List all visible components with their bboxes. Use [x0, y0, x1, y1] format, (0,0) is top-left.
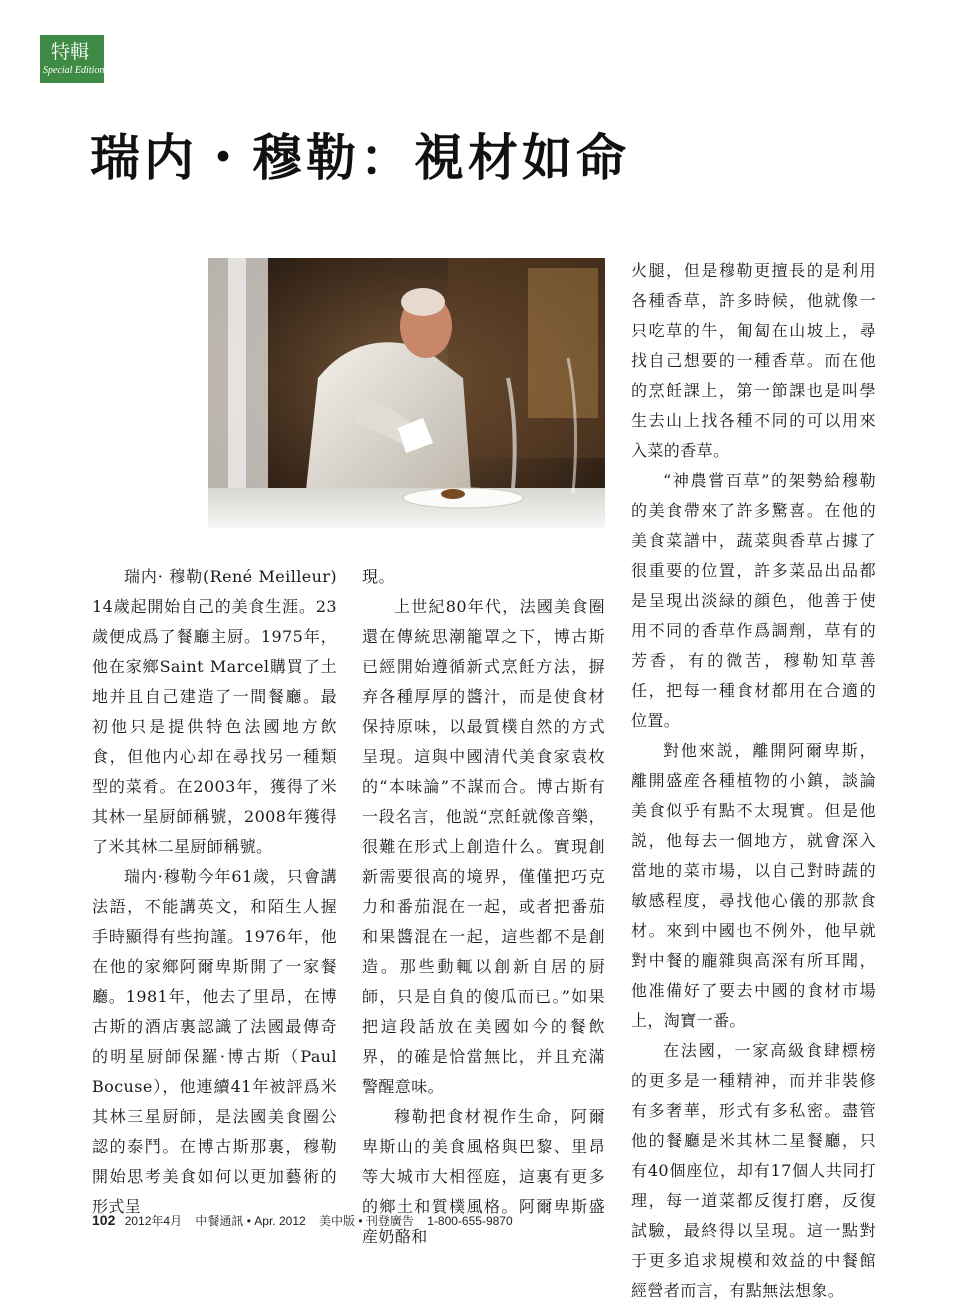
paragraph: “神農嘗百草”的架勢給穆勒的美食帶來了許多驚喜。在他的美食菜譜中，蔬菜與香草占據了很重要的位置，許多菜品出品都是呈現出淡緑的顔色，他善于使用不同的香草作爲調劑，草有的芳香，有的微苦，穆勒知草善任，把每一種食材都用在合適的位置。 [631, 471, 876, 730]
paragraph: 在法國，一家高級食肆標榜的更多是一種精神，而并非裝修有多奢華，形式有多私密。盡管他的餐廳是米其林二星餐廳，只有40個座位，却有17個人共同打理，每一道菜都反復打磨，反復試驗，最終得以呈現。這一點對于更多追求規模和效益的中餐館經營者而言，有點無法想象。 [631, 1041, 876, 1300]
paragraph: 對他來説，離開阿爾卑斯，離開盛産各種植物的小鎮，談論美食似乎有點不太現實。但是他説，他每去一個地方，就會深入當地的菜市場，以自己對時蔬的敏感程度，尋找他心儀的那款食材。來到中國也不例外，他早就對中餐的龐雜與高深有所耳聞，他准備好了要去中國的食材市場上，淘寶一番。 [631, 741, 876, 1030]
paragraph: 瑞内·穆勒今年61歲，只會講法語，不能講英文，和陌生人握手時顯得有些拘謹。1976年，他在他的家鄉阿爾卑斯開了一家餐廳。1981年，他去了里昂，在博古斯的酒店裏認識了法國最傳奇的明星厨師保羅·博古斯（Paul Bocuse），他連續41年被評爲米其林三星厨師，是法國美食圈公認的泰鬥。在博古斯那裏，穆勒開始思考美食如何以更加藝術的形式呈 [92, 867, 337, 1216]
paragraph: 穆勒把食材視作生命，阿爾卑斯山的美食風格與巴黎、里昂等大城市大相徑庭，這裏有更多的鄉土和質樸風格。阿爾卑斯盛産奶酪和 [362, 1107, 605, 1246]
paragraph-continued: 現。 [362, 567, 395, 586]
chef-photo [208, 258, 605, 528]
text-column-1 [92, 562, 337, 1222]
page-number: 102 [92, 1212, 116, 1228]
issue-date: 2012年4月 [124, 1214, 183, 1228]
badge-chinese-label: 特輯 [51, 41, 90, 63]
paragraph: 上世紀80年代，法國美食圈還在傳統思潮籠罩之下，博古斯已經開始遵循新式烹飪方法，摒弃各種厚厚的醬汁，而是使食材保持原味，以最質樸自然的方式呈現。這與中國清代美食家袁枚的“本味論”不謀而合。博古斯有一段名言，他説“烹飪就像音樂，很難在形式上創造什么。實現創新需要很高的境界，僅僅把巧克力和番茄混在一起，或者把番茄和果醬混在一起，這些都不是創造。那些動輒以創新自居的厨師，只是自負的傻瓜而已。”如果把這段話放在美國如今的餐飲界，的確是恰當無比，并且充滿警醒意味。 [362, 597, 605, 1096]
magazine-name: 中餐通訊 • Apr. 2012 [195, 1214, 306, 1228]
badge-english-label: Special Edition [43, 65, 105, 76]
page-footer [92, 1212, 523, 1229]
chef-plating-illustration [208, 258, 605, 528]
paragraph-continued: 火腿，但是穆勒更擅長的是利用各種香草，許多時候，他就像一只吃草的牛，匍匐在山坡上，尋找自己想要的一種香草。而在他的烹飪課上，第一節課也是叫學生去山上找各種不同的可以用來入菜的香草。 [631, 261, 876, 460]
section-badge [40, 35, 104, 83]
paragraph: 瑞内· 穆勒(René Meilleur) 14歲起開始自己的美食生涯。23歲便成爲了餐廳主厨。1975年，他在家鄉Saint Marcel購買了土地并且自己建造了一間餐廳。最初他只是提供特色法國地方飲食，但他内心却在尋找另一種類型的菜肴。在2003年，獲得了米其林一星厨師稱號，2008年獲得了米其林二星厨師稱號。 [92, 567, 337, 856]
phone-number: 1-800-655-9870 [427, 1214, 513, 1228]
article-title: 瑞内・穆勒：視材如命 [90, 129, 630, 187]
text-column-3 [631, 256, 876, 1306]
text-column-2 [362, 562, 605, 1252]
edition-label: 美中版 • 刊登廣告 [319, 1214, 414, 1228]
